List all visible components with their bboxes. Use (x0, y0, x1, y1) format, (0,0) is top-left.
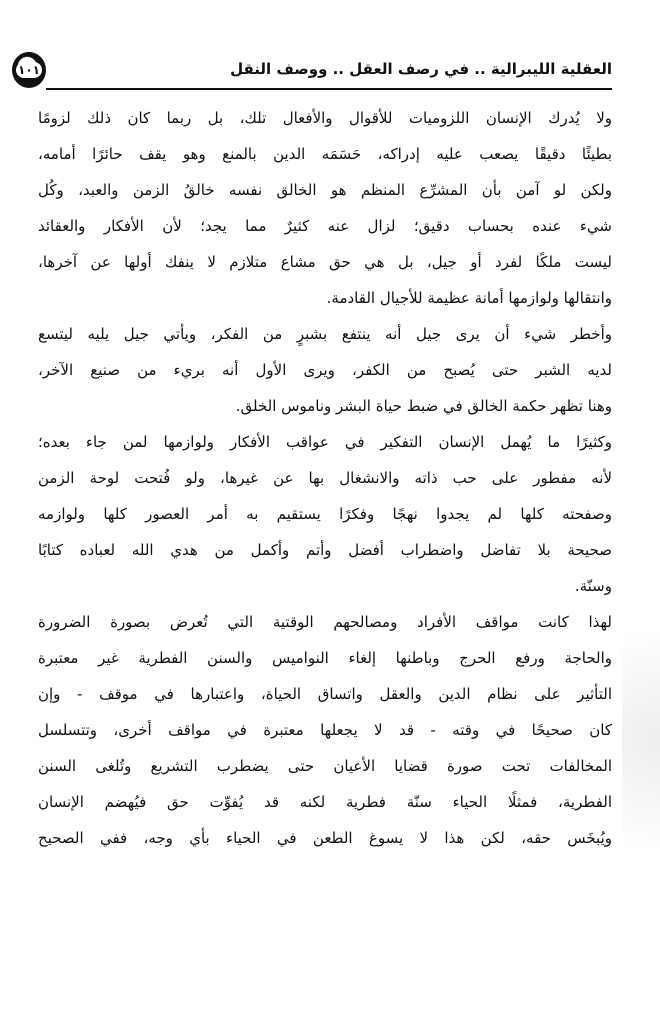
text-line: وكثيرًا ما يُهمل الإنسان التفكير في عواقب الأفكار ولوازمها لمن جاء بعده؛ (38, 433, 612, 451)
page-scan-shadow (622, 580, 660, 900)
text-line: كان صحيحًا في وقته - قد لا يجعلها معتبرة في مواقف أخرى، وتتسلسل (38, 721, 612, 739)
text-line: ولكن لو آمن بأن المشرِّع المنظم هو الخالق نفسه خالقُ الزمن والعبد، وكُل (38, 181, 612, 199)
text-line: لهذا كانت مواقف الأفراد ومصالحهم الوقتية التي تُعرض بصورة الضرورة (38, 613, 612, 631)
text-line: ويُبخَس حقه، لكن هذا لا يسوغ الطعن في الحياء بأي وجه، ففي الصحيح (38, 829, 612, 847)
header-divider (46, 88, 612, 90)
text-line: صحيحة بلا تفاضل واضطراب أفضل وأتم وأكمل من هدي الله لعباده كتابًا (38, 541, 612, 559)
text-line: لديه الشبر حتى يُصبح من الكفر، ويرى الأول أنه بريء من صنيع الآخر، (38, 361, 612, 379)
text-line: ولا يُدرك الإنسان اللزوميات للأقوال والأفعال تلك، بل ربما كان ذلك لزومًا (38, 109, 612, 127)
page-number-badge (12, 52, 46, 88)
text-line: ليست ملكًا لفرد أو جيل، بل هي حق مشاع متلازم لا ينفك أولها عن آخرها، (38, 253, 612, 271)
text-line: التأثير على نظام الدين والعقل واتساق الحياة، واعتبارها في موقف - وإن (38, 685, 612, 703)
page-header (12, 52, 612, 100)
text-line: المخالفات تحت صورة قضايا الأعيان حتى يضطرب التشريع وتُلغى السنن (38, 757, 612, 775)
running-title: العقلية الليبرالية .. في رصف العقل .. ووصف النقل (230, 60, 612, 78)
text-line: بطيئًا دقيقًا يصعب عليه إدراكه، حَسَمَه الدين بالمنع وهو يقف حائرًا أمامه، (38, 145, 612, 163)
body-text (38, 100, 612, 1005)
text-line: وانتقالها ولوازمها أمانة عظيمة للأجيال القادمة. (326, 289, 612, 307)
page-number: ١٠١ (16, 62, 42, 78)
text-line: شيء عنده بحساب دقيق؛ لزال عنه كثيرٌ مما يجد؛ لأن الأفكار والعقائد (38, 217, 612, 235)
text-line: وصفحته كلها لم يجدوا نهجًا وفكرًا يستقيم به أمر العصور كلها ولوازمه (38, 505, 612, 523)
text-line: وهنا تظهر حكمة الخالق في ضبط حياة البشر وناموس الخلق. (235, 397, 612, 415)
text-line: وأخطر شيء أن يرى جيل أنه ينتفع بشبرٍ من الفكر، ويأتي جيل يليه ليتسع (38, 325, 612, 343)
text-line: وسنّة. (574, 577, 612, 595)
text-line: الفطرية، فمثلًا الحياء سنّة فطرية لكنه قد يُفوِّت حق فيُهضم الإنسان (38, 793, 612, 811)
text-line: والحاجة ورفع الحرج وباطنها إلغاء النواميس والسنن الفطرية غير معتبرة (38, 649, 612, 667)
text-line: لأنه مفطور على حب ذاته والانشغال بها عن غيرها، ولو فُتحت لوحة الزمن (38, 469, 612, 487)
